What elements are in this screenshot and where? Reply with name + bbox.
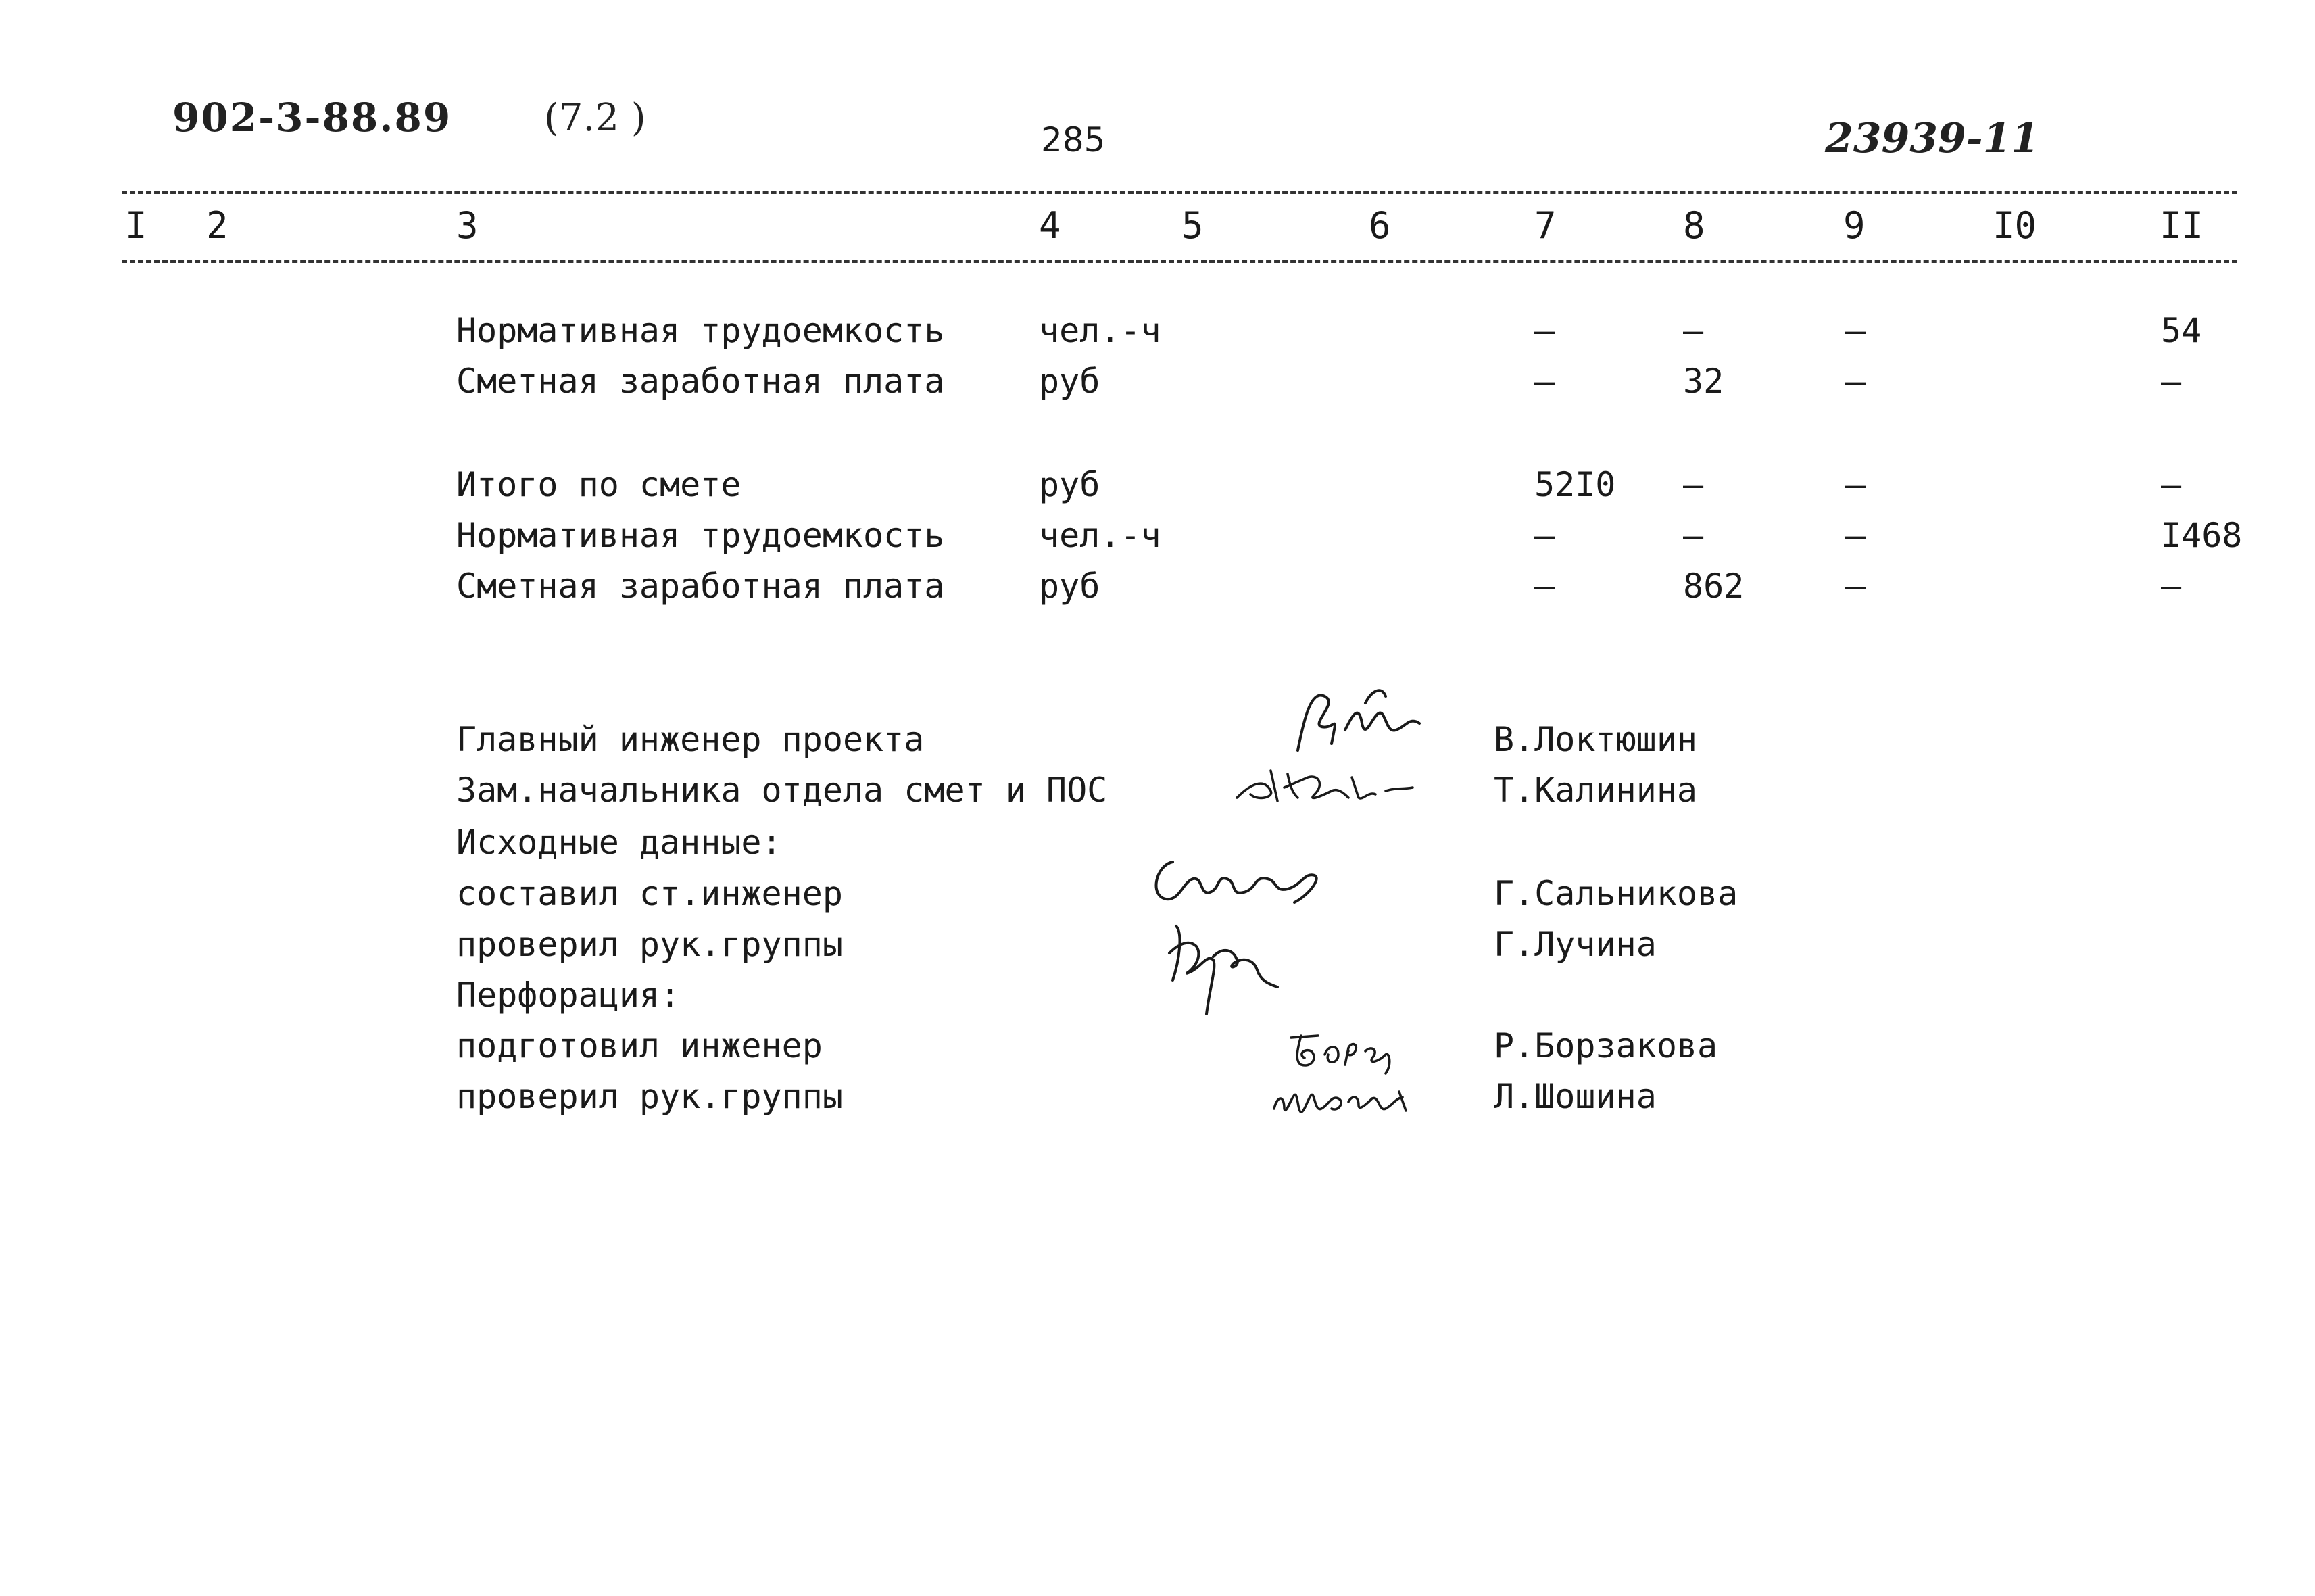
row-col9: – xyxy=(1845,362,1866,401)
signoff-role: Зам.начальника отдела смет и ПОС xyxy=(456,771,1108,810)
signoff-name: Р.Борзакова xyxy=(1494,1026,1718,1065)
row-col8: 862 xyxy=(1683,566,1745,606)
signoff-heading: Исходные данные: xyxy=(456,823,782,862)
row-unit: руб xyxy=(1039,465,1100,504)
row-col8: – xyxy=(1683,516,1704,555)
signature-borzakova xyxy=(1284,1027,1419,1075)
column-number: 7 xyxy=(1534,204,1557,247)
row-col8: – xyxy=(1683,465,1704,504)
signoff-name: Г.Лучина xyxy=(1494,925,1657,964)
signoff-role: Главный инженер проекта xyxy=(456,720,925,759)
row-unit: чел.-ч xyxy=(1039,311,1161,350)
row-unit: руб xyxy=(1039,362,1100,401)
row-col7: 52I0 xyxy=(1534,465,1616,504)
row-unit: руб xyxy=(1039,566,1100,606)
doc-code: 902-3-88.89 xyxy=(172,95,452,141)
signoff-heading: Перфорация: xyxy=(456,975,681,1015)
row-col7: – xyxy=(1534,516,1555,555)
row-col8: 32 xyxy=(1683,362,1724,401)
row-label: Сметная заработная плата xyxy=(456,362,945,401)
signature-shoshina xyxy=(1264,1071,1413,1126)
row-unit: чел.-ч xyxy=(1039,516,1161,555)
column-number: II xyxy=(2160,204,2204,247)
signature-kalinina xyxy=(1230,757,1433,811)
page-number: 285 xyxy=(1041,120,1106,160)
row-col11: – xyxy=(2161,362,2182,401)
column-number: 2 xyxy=(206,204,228,247)
signoff-name: В.Локтюшин xyxy=(1494,720,1698,759)
column-number: 6 xyxy=(1369,204,1391,247)
row-col11: – xyxy=(2161,566,2182,606)
signoff-role: подготовил инженер xyxy=(456,1026,823,1065)
row-col9: – xyxy=(1845,516,1866,555)
column-number: 9 xyxy=(1843,204,1866,247)
row-col9: – xyxy=(1845,566,1866,606)
column-number: 5 xyxy=(1181,204,1204,247)
row-label: Нормативная трудоемкость xyxy=(456,311,945,350)
row-label: Сметная заработная плата xyxy=(456,566,945,606)
header-rule-top xyxy=(122,191,2237,194)
row-col7: – xyxy=(1534,311,1555,350)
row-col8: – xyxy=(1683,311,1704,350)
column-number: I xyxy=(125,204,147,247)
signoff-name: Г.Сальникова xyxy=(1494,874,1738,913)
column-number: 3 xyxy=(456,204,479,247)
archive-number: 23939-11 xyxy=(1825,115,2040,162)
row-col9: – xyxy=(1845,465,1866,504)
column-number: 8 xyxy=(1683,204,1705,247)
header-rule-bottom xyxy=(122,260,2237,263)
signoff-role: проверил рук.группы xyxy=(456,925,843,964)
column-number: 4 xyxy=(1039,204,1061,247)
section-number: (7.2 ) xyxy=(544,96,646,140)
row-col9: – xyxy=(1845,311,1866,350)
column-number: I0 xyxy=(1993,204,2037,247)
row-col7: – xyxy=(1534,362,1555,401)
row-col11: I468 xyxy=(2161,516,2243,555)
signature-luchina xyxy=(1149,906,1305,1021)
signoff-role: проверил рук.группы xyxy=(456,1077,843,1116)
signoff-role: составил ст.инженер xyxy=(456,874,843,913)
signoff-name: Т.Калинина xyxy=(1494,771,1698,810)
row-col7: – xyxy=(1534,566,1555,606)
row-col11: – xyxy=(2161,465,2182,504)
signature-loktyushin xyxy=(1284,676,1440,764)
row-label: Нормативная трудоемкость xyxy=(456,516,945,555)
signoff-name: Л.Шошина xyxy=(1494,1077,1657,1116)
row-label: Итого по смете xyxy=(456,465,741,504)
row-col11: 54 xyxy=(2161,311,2202,350)
